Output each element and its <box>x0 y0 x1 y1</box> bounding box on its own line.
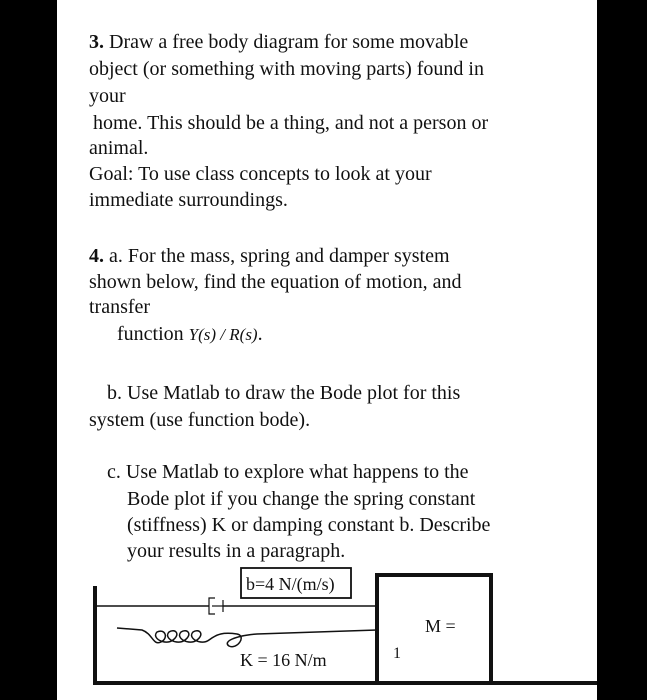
damper-label: b=4 N/(m/s) <box>246 574 335 594</box>
mass-label: M = <box>425 616 456 636</box>
q4a-line-4 <box>117 322 263 347</box>
damper <box>95 598 377 614</box>
document-page <box>57 0 597 700</box>
mass-spring-damper-diagram <box>57 560 597 700</box>
q4c-line-4: your results in a paragraph. <box>127 540 346 562</box>
q4a-period: . <box>257 323 263 345</box>
mass-small-label: 1 <box>393 645 401 662</box>
q3-line-6: Goal: To use class concepts to look at your <box>89 163 432 185</box>
q4a-line-3: transfer <box>89 296 151 318</box>
q4b-line-1: b. Use Matlab to draw the Bode plot for this <box>107 382 461 404</box>
q4c-line-1: c. Use Matlab to explore what happens to the <box>107 461 469 483</box>
q4b-line-2: system (use function bode). <box>89 409 311 431</box>
q3-line-1 <box>89 30 468 54</box>
q3-line-7: immediate surroundings. <box>89 189 288 211</box>
q4a-line-1 <box>89 244 450 268</box>
q3-line-2: object (or something with moving parts) found in <box>89 58 484 80</box>
q4-number: 4. <box>89 245 104 267</box>
q4a-text-1: a. For the mass, spring and damper system <box>109 245 450 267</box>
transfer-function-formula: Y(s) / R(s) <box>188 325 258 344</box>
q4c-line-2: Bode plot if you change the spring constant <box>127 488 476 510</box>
q4a-function-word: function <box>117 323 184 345</box>
q3-line-5: animal. <box>89 137 149 159</box>
q4a-line-2: shown below, find the equation of motion, and <box>89 271 462 293</box>
q3-line-4: home. This should be a thing, and not a person or <box>93 112 489 134</box>
q3-line-3: your <box>89 85 126 107</box>
q3-text-1: Draw a free body diagram for some movable <box>109 31 469 53</box>
q4c-line-3: (stiffness) K or damping constant b. Describe <box>127 514 491 536</box>
spring-label: K = 16 N/m <box>240 650 327 670</box>
q3-number: 3. <box>89 31 104 53</box>
spring <box>117 628 377 647</box>
